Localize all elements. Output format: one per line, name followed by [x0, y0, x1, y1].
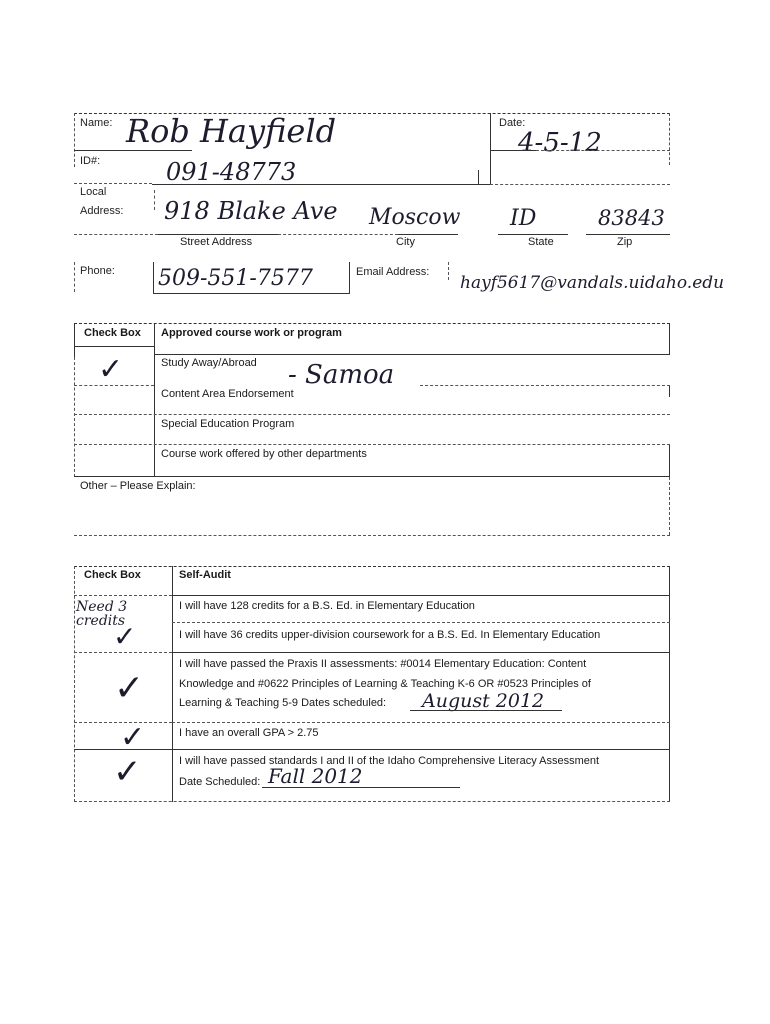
audit-row-text: I will have 128 credits for a B.S. Ed. in Elementary Education — [179, 600, 475, 612]
check-mark-icon[interactable]: ✓ — [120, 720, 146, 755]
city-caption: City — [396, 236, 415, 248]
audit-row-text: I will have 36 credits upper-division coursework for a B.S. Ed. In Elementary Education — [179, 629, 601, 641]
check-mark-icon[interactable]: ✓ — [114, 668, 145, 709]
other-explain-label: Other – Please Explain: — [80, 480, 196, 492]
course-row-label: Course work offered by other departments — [161, 448, 367, 460]
local-label: Local — [80, 186, 107, 198]
course-col-program-header: Approved course work or program — [161, 327, 342, 339]
course-row-label: Special Education Program — [161, 418, 295, 430]
audit-row-text: I have an overall GPA > 2.75 — [179, 727, 319, 739]
literacy-date-value[interactable]: Fall 2012 — [268, 764, 363, 788]
zip-caption: Zip — [617, 236, 633, 248]
audit-row-text-line1: I will have passed standards I and II of the Idaho Comprehensive Literacy Assessment — [179, 755, 600, 767]
praxis-date-value[interactable]: August 2012 — [422, 690, 545, 712]
city-value[interactable]: Moscow — [369, 205, 461, 230]
name-value[interactable]: Rob Hayfield — [126, 112, 337, 150]
course-col-checkbox-header: Check Box — [84, 327, 141, 339]
id-value[interactable]: 091-48773 — [166, 158, 297, 186]
check-mark-icon[interactable]: ✓ — [98, 352, 124, 387]
audit-row-note[interactable]: Need 3 credits — [76, 599, 128, 629]
zip-value[interactable]: 83843 — [598, 206, 665, 230]
course-row-label: Study Away/Abroad — [161, 357, 257, 369]
audit-row-text-line1: I will have passed the Praxis II assessments: #0014 Elementary Education: Content — [179, 658, 587, 670]
street-caption: Street Address — [180, 236, 253, 248]
audit-col-selfaudit-header: Self-Audit — [179, 569, 231, 581]
state-value[interactable]: ID — [510, 206, 537, 231]
audit-row-text-line2: Date Scheduled: — [179, 776, 261, 788]
address-label: Address: — [80, 205, 124, 217]
check-mark-icon[interactable]: ✓ — [113, 620, 137, 653]
audit-row-text-line3: Learning & Teaching 5-9 Dates scheduled: — [179, 697, 387, 709]
id-label: ID#: — [80, 155, 101, 167]
course-row-note[interactable]: - Samoa — [288, 360, 395, 390]
phone-value[interactable]: 509-551-7577 — [158, 266, 313, 291]
street-value[interactable]: 918 Blake Ave — [164, 197, 338, 225]
audit-col-checkbox-header: Check Box — [84, 569, 141, 581]
course-row-label: Content Area Endorsement — [161, 388, 294, 400]
phone-label: Phone: — [80, 265, 115, 277]
name-label: Name: — [80, 117, 113, 129]
check-mark-icon[interactable]: ✓ — [113, 752, 142, 792]
email-value[interactable]: hayf5617@vandals.uidaho.edu — [460, 273, 725, 293]
date-label: Date: — [499, 117, 526, 129]
email-label: Email Address: — [356, 266, 430, 278]
state-caption: State — [528, 236, 554, 248]
audit-row-text-line2: Knowledge and #0622 Principles of Learning & Teaching K-6 OR #0523 Principles of — [179, 678, 591, 690]
date-value[interactable]: 4-5-12 — [518, 128, 602, 158]
